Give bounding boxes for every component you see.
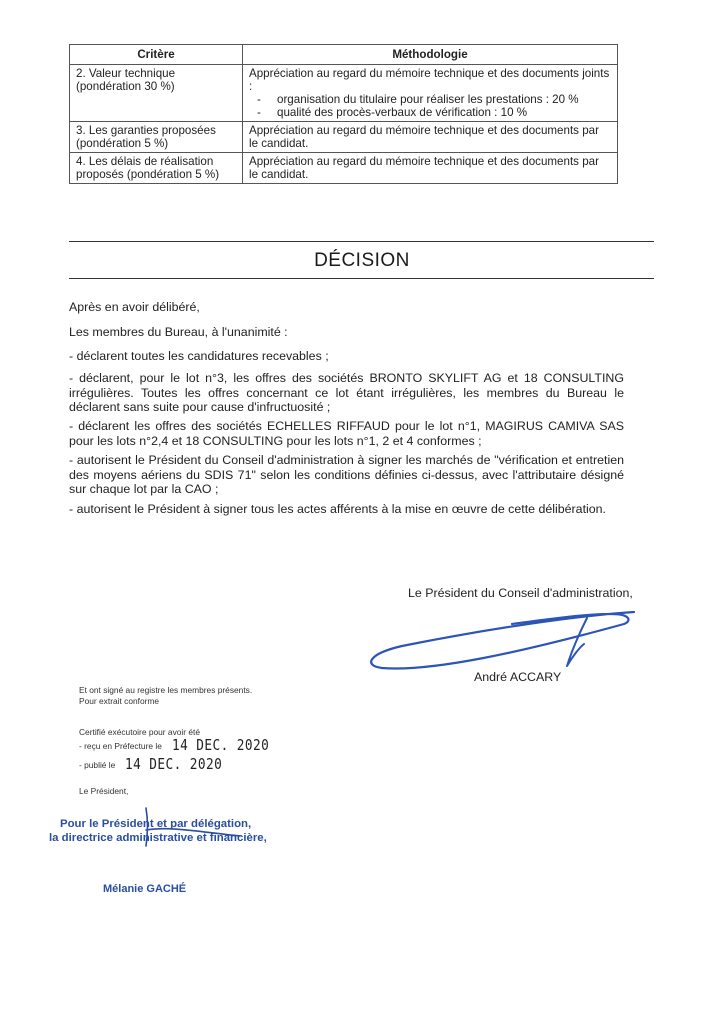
criterion-cell: 4. Les délais de réalisation proposés (pondération 5 %) (70, 153, 243, 184)
methodology-cell (243, 65, 618, 122)
criterion-cell: 3. Les garanties proposées (pondération 5 %) (70, 122, 243, 153)
received-label: - reçu en Préfecture le (79, 741, 162, 751)
divider-top (69, 241, 654, 242)
methodology-cell: Appréciation au regard du mémoire technique et des documents par le candidat. (243, 153, 618, 184)
decision-item: - déclarent les offres des sociétés ECHELLES RIFFAUD pour le lot n°1, MAGIRUS CAMIVA SAS pour les lots n°2,4 et 18 CONSULTING pour les lots n°1, 2 et 4 conformes ; (69, 419, 624, 448)
certified-text: Certifié exécutoire pour avoir été (79, 727, 201, 737)
delegation-name: Mélanie GACHÉ (103, 883, 187, 895)
signer-name: André ACCARY (474, 670, 562, 684)
decision-item: - déclarent, pour le lot n°3, les offres des sociétés BRONTO SKYLIFT AG et 18 CONSULTING irrégulières. Toutes les offres concernant ce lot étant irrégulières, les membres du Bureau le déclarent sans suite pour cause d'infructuosité ; (69, 371, 624, 414)
divider-bottom (69, 278, 654, 279)
methodology-subitem: - qualité des procès-verbaux de vérification : 10 % (257, 106, 528, 119)
decision-item: - déclarent toutes les candidatures recevables ; (69, 349, 329, 363)
decision-item: - autorisent le Président à signer tous les actes afférents à la mise en œuvre de cette délibération. (69, 502, 606, 516)
methodology-subitem: - organisation du titulaire pour réaliser les prestations : 20 % (257, 93, 579, 106)
table-header-row (70, 45, 618, 65)
signer-title: Le Président du Conseil d'administration, (408, 586, 633, 600)
table-row (70, 153, 618, 184)
table-row (70, 65, 618, 122)
registry-signed-text: Et ont signé au registre les membres présents. (79, 685, 253, 695)
received-date-stamp: 14 DEC. 2020 (172, 736, 270, 754)
decision-title: DÉCISION (314, 250, 410, 271)
methodology-text: Appréciation au regard du mémoire technique et des documents joints : (249, 67, 610, 93)
delegation-line-1: Pour le Président et par délégation, (60, 818, 252, 830)
delegation-line-2: la directrice administrative et financière, (49, 832, 267, 844)
criteria-table (69, 44, 618, 184)
president-label: Le Président, (79, 786, 129, 796)
delegation-signature-graphic (130, 806, 250, 850)
published-label: - publié le (79, 760, 116, 770)
column-header-criterion: Critère (70, 45, 243, 65)
registry-extract-text: Pour extrait conforme (79, 696, 160, 706)
published-date-stamp: 14 DEC. 2020 (125, 755, 223, 773)
methodology-cell: Appréciation au regard du mémoire technique et des documents par le candidat. (243, 122, 618, 153)
column-header-methodology: Méthodologie (243, 45, 618, 65)
table-row (70, 122, 618, 153)
criterion-cell: 2. Valeur technique (pondération 30 %) (70, 65, 243, 122)
decision-members: Les membres du Bureau, à l'unanimité : (69, 325, 288, 339)
decision-intro: Après en avoir délibéré, (69, 300, 200, 314)
decision-item: - autorisent le Président du Conseil d'administration à signer les marchés de "vérification et entretien des moyens aériens du SDIS 71" selon les conditions définies ci-dessus, avec l'attributaire désigné sur chaque lot par la CAO ; (69, 453, 624, 496)
